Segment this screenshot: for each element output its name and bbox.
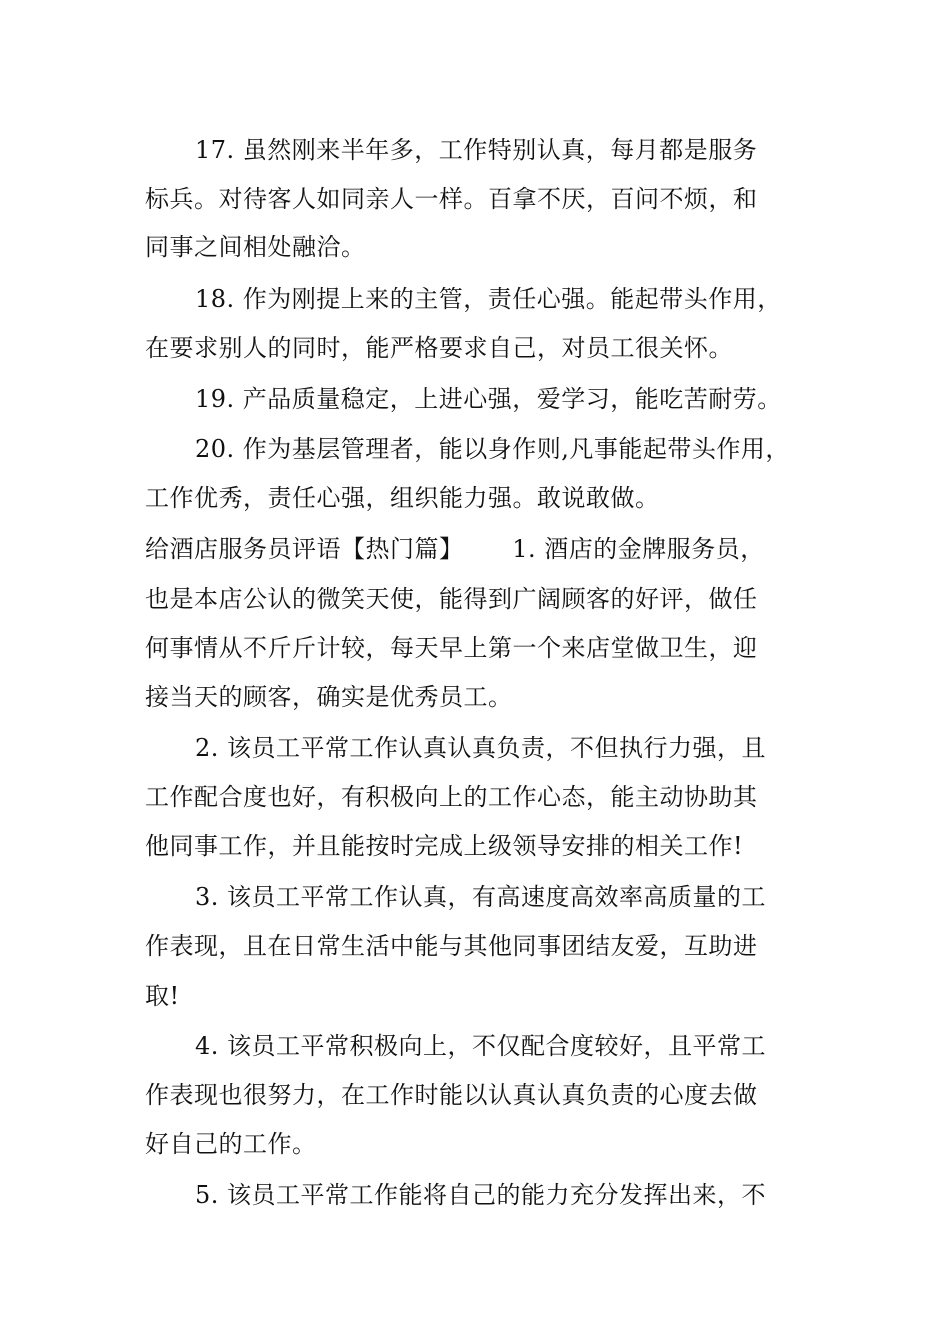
text-line: 20. 作为基层管理者，能以身作则,凡事能起带头作用，	[195, 435, 790, 463]
text-line: 2. 该员工平常工作认真认真负责，不但执行力强，且	[195, 734, 767, 762]
text-line: 19. 产品质量稳定，上进心强，爱学习，能吃苦耐劳。	[195, 385, 782, 413]
text-line: 18. 作为刚提上来的主管，责任心强。能起带头作用，	[195, 285, 782, 313]
text-line: 取!	[145, 982, 180, 1010]
text-line: 何事情从不斤斤计较，每天早上第一个来店堂做卫生，迎	[145, 634, 758, 662]
text-line: 作表现也很努力，在工作时能以认真认真负责的心度去做	[145, 1081, 758, 1109]
text-line: 4. 该员工平常积极向上，不仅配合度较好，且平常工	[195, 1032, 767, 1060]
text-line: 接当天的顾客，确实是优秀员工。	[145, 683, 513, 711]
text-line: 好自己的工作。	[145, 1130, 317, 1158]
text-line: 17. 虽然刚来半年多，工作特别认真，每月都是服务	[195, 136, 758, 164]
text-line: 作表现，且在日常生活中能与其他同事团结友爱，互助进	[145, 932, 758, 960]
text-line: 工作优秀，责任心强，组织能力强。敢说敢做。	[145, 484, 660, 512]
text-line: 5. 该员工平常工作能将自己的能力充分发挥出来，不	[195, 1181, 767, 1209]
text-line: 也是本店公认的微笑天使，能得到广阔顾客的好评，做任	[145, 585, 758, 613]
section-heading-line: 给酒店服务员评语【热门篇】 1. 酒店的金牌服务员，	[145, 535, 765, 563]
text-line: 在要求别人的同时，能严格要求自己，对员工很关怀。	[145, 334, 733, 362]
text-line: 他同事工作，并且能按时完成上级领导安排的相关工作!	[145, 832, 744, 860]
text-line: 3. 该员工平常工作认真，有高速度高效率高质量的工	[195, 883, 767, 911]
text-line: 标兵。对待客人如同亲人一样。百拿不厌，百问不烦，和	[145, 185, 758, 213]
text-line: 同事之间相处融洽。	[145, 233, 366, 261]
text-line: 工作配合度也好，有积极向上的工作心态，能主动协助其	[145, 783, 758, 811]
